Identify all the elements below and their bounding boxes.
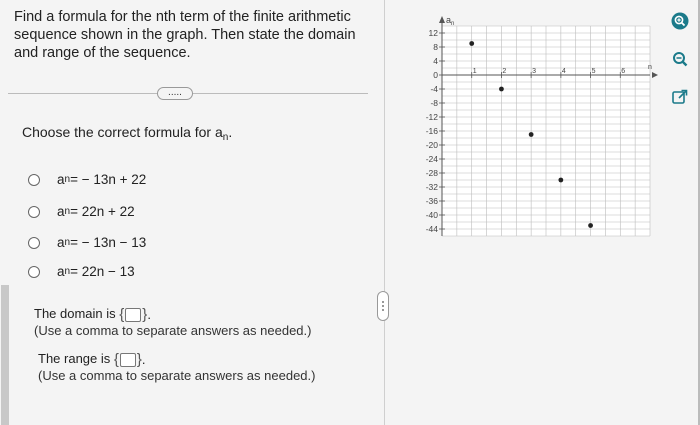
data-point [588,223,593,228]
x-axis-arrow [652,72,658,78]
option-var: a [57,204,65,219]
left-brace: { [113,350,119,368]
x-tick-label: 4 [561,68,566,75]
formula-prompt [22,124,232,143]
option-var: a [57,264,65,279]
sequence-graph [400,14,660,244]
option-4[interactable] [28,264,135,279]
y-axis-label: $a_n$ [446,15,455,27]
prompt-subscript: n [222,132,229,143]
data-point [469,41,474,46]
y-tick-label: -24 [425,154,438,164]
domain-answer-set: { } . [119,305,151,323]
option-formula: = − 13n − 13 [70,235,147,250]
range-input[interactable] [120,353,136,367]
question-text: Find a formula for the nth term of the finite arithmetic sequence shown in the graph. Then state the domain and range of the sequence. [14,9,356,61]
popout-button[interactable] [669,86,690,107]
radio-button[interactable] [28,237,40,249]
y-tick-label: -40 [425,210,438,220]
magnifier-plus-icon [671,12,689,30]
option-1[interactable] [28,172,146,187]
prompt-text: Choose the correct formula for a [22,124,223,140]
x-tick-label: 5 [591,68,596,75]
y-axis-label-sub: n [451,21,455,27]
y-tick-label: -4 [430,84,438,94]
option-sub: n [64,237,71,248]
option-sub: n [64,206,71,217]
y-tick-label: -36 [425,196,438,206]
y-tick-label: -28 [425,168,438,178]
y-tick-label: -32 [425,182,438,192]
left-scrollbar[interactable] [1,285,9,425]
data-point [499,87,504,92]
data-point [558,178,563,183]
option-formula: = − 13n + 22 [70,172,147,187]
pane-divider [384,0,385,425]
y-tick-label: 8 [433,42,438,52]
option-formula: = 22n − 13 [70,264,135,279]
option-formula: = 22n + 22 [70,204,135,219]
left-brace: { [119,305,125,323]
option-2[interactable] [28,204,135,219]
x-tick-label: 1 [472,68,477,75]
range-hint: (Use a comma to separate answers as needed.) [38,367,316,383]
x-tick-label: 2 [502,68,507,75]
option-3[interactable] [28,235,146,250]
range-label: The range is [38,351,111,366]
x-tick-label: 3 [532,68,537,75]
x-axis-label: n [648,64,652,71]
y-tick-label: -44 [425,224,438,234]
option-sub: n [64,266,71,277]
right-brace: } [136,350,142,368]
option-sub: n [64,174,71,185]
magnifier-minus-icon [671,50,689,68]
domain-hint: (Use a comma to separate answers as needed.) [34,322,312,338]
y-tick-label: -8 [430,98,438,108]
radio-button[interactable] [28,206,40,218]
y-axis-arrow [439,16,445,23]
y-tick-label: -12 [425,112,438,122]
data-point [529,132,534,137]
range-section [38,351,315,384]
prompt-suffix: . [228,124,233,140]
domain-label: The domain is [34,306,116,321]
zoom-in-button[interactable] [669,10,690,31]
domain-section [34,306,311,339]
y-tick-label: 4 [433,56,438,66]
domain-input[interactable] [125,308,141,322]
external-link-icon [671,88,689,106]
y-tick-label: 12 [428,28,438,38]
range-answer-set: { } . [113,350,146,368]
radio-button[interactable] [28,174,40,186]
y-tick-label: 0 [433,70,438,80]
radio-button[interactable] [28,266,40,278]
option-var: a [57,235,65,250]
y-tick-label: -16 [425,126,438,136]
x-tick-label: 6 [621,68,626,75]
zoom-out-button[interactable] [669,48,690,69]
y-tick-label: -20 [425,140,438,150]
expand-button[interactable]: ..... [157,87,193,100]
pane-resize-handle[interactable] [377,291,389,321]
right-brace: } [142,305,148,323]
option-var: a [57,172,65,187]
